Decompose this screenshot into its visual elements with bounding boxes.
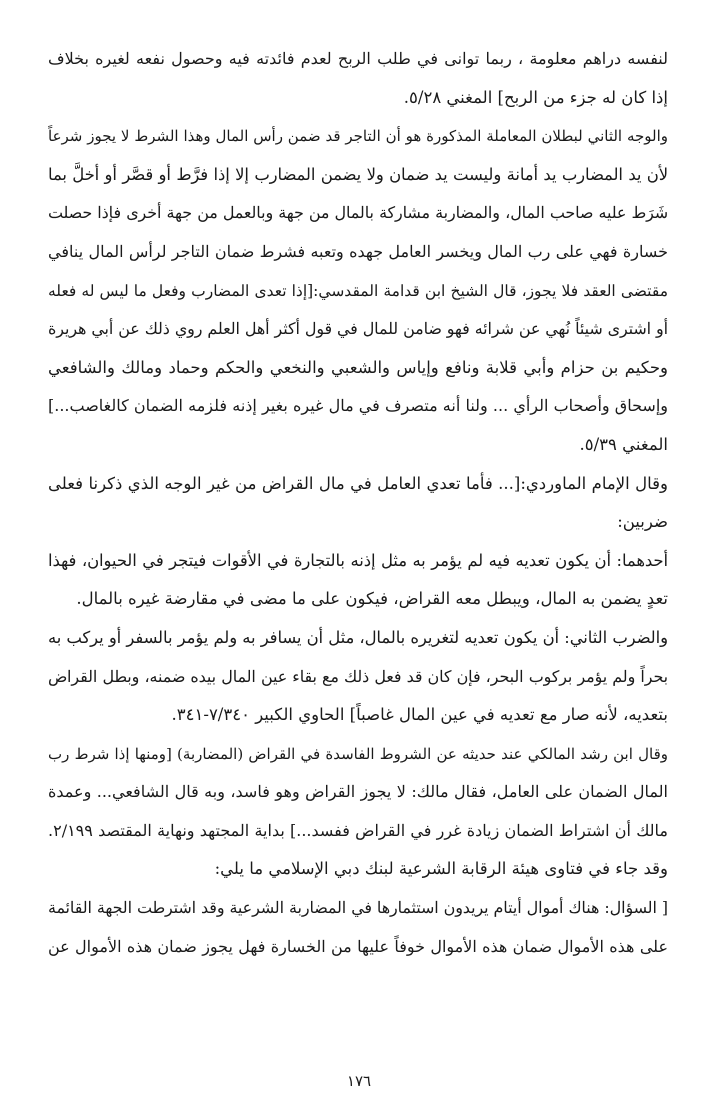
- text-line-8: أو اشترى شيئاً نُهي عن شرائه فهو ضامن للمال في قول أكثر أهل العلم روي ذلك عن أبي هريرة: [48, 319, 668, 339]
- document-body: [48, 40, 668, 966]
- text-line-14: أحدهما: أن يكون تعديه فيه لم يؤمر به مثل إذنه بالتجارة في الأقوات فيتجر في الحيوان، فهذا: [48, 550, 668, 570]
- text-line-5: شَرَط عليه صاحب المال، والمضاربة مشاركة بالمال من جهة وبالعمل من جهة أخرى فإذا حصلت: [48, 203, 668, 223]
- text-line-24: على هذه الأموال ضمان هذه الأموال خوفاً عليها من الخسارة فهل يجوز ضمان هذه الأموال عن: [48, 936, 668, 956]
- text-line-4: لأن يد المضارب يد أمانة وليست يد ضمان ولا يضمن المضارب إلا إذا فرَّط أو قصَّر أو أخلَّ بما: [48, 164, 668, 184]
- text-line-20: المال الضمان على العامل، فقال مالك: لا يجوز القراض وهو فاسد، وبه قال الشافعي... وعمدة: [48, 782, 668, 802]
- text-line-2: إذا كان له جزء من الربح] المغني ٥/٢٨.: [403, 87, 668, 107]
- text-line-11: المغني ٥/٣٩.: [579, 434, 668, 454]
- text-line-22: وقد جاء في فتاوى هيئة الرقابة الشرعية لبنك دبي الإسلامي ما يلي:: [214, 859, 668, 879]
- text-line-17: بحراً ولم يؤمر بركوب البحر، فإن كان قد فعل ذلك مع بقاء عين المال بيده ضمنه، وبطل القراض: [48, 666, 668, 686]
- text-line-18: بتعديه، لأنه صار مع تعديه في عين المال غاصباً] الحاوي الكبير ٧/٣٤٠-٣٤١.: [171, 705, 668, 725]
- text-line-15: تعدٍ يضمن به المال، ويبطل معه القراض، فيكون على ما مضى في مقارضة غيره بالمال.: [76, 589, 668, 609]
- text-line-6: خسارة فهي على رب المال ويخسر العامل جهده وتعبه فشرط ضمان التاجر لرأس المال ينافي: [48, 241, 668, 261]
- text-line-23: [ السؤال: هناك أموال أيتام يريدون استثمارها في المضاربة الشرعية وقد اشترطت الجهة القائمة: [48, 898, 668, 918]
- text-line-13: ضربين:: [617, 512, 668, 532]
- text-line-12: وقال الإمام الماوردي:[... فأما تعدي العامل في مال القراض من غير الوجه الذي ذكرنا فعلى: [48, 473, 668, 493]
- page-number: ١٧٦: [346, 1072, 372, 1090]
- text-line-7: مقتضى العقد فلا يجوز، قال الشيخ ابن قدامة المقدسي:[إذا تعدى المضارب وفعل ما ليس له فعله: [48, 281, 668, 300]
- text-line-21: مالك أن اشتراط الضمان زيادة غرر في القراض ففسد...] بداية المجتهد ونهاية المقتصد ٢/١٩٩.: [48, 820, 668, 840]
- text-line-19: وقال ابن رشد المالكي عند حديثه عن الشروط الفاسدة في القراض (المضاربة) [ومنها إذا شرط رب: [48, 744, 668, 763]
- text-line-10: وإسحاق وأصحاب الرأي ... ولنا أنه متصرف في مال غيره بغير إذنه فلزمه الضمان كالغاصب...]: [48, 396, 668, 416]
- text-line-1: لنفسه دراهم معلومة ، ربما توانى في طلب الربح لعدم فائدته فيه وحصول نفعه لغيره بخلاف: [48, 49, 668, 68]
- text-line-16: والضرب الثاني: أن يكون تعديه لتغريره بالمال، مثل أن يسافر به ولم يؤمر بالسفر أو يركب به: [48, 627, 668, 647]
- text-line-9: وحكيم بن حزام وأبي قلابة ونافع وإياس والشعبي والنخعي والحكم وحماد ومالك والشافعي: [48, 357, 668, 377]
- text-line-3: والوجه الثاني لبطلان المعاملة المذكورة هو أن التاجر قد ضمن رأس المال وهذا الشرط لا يجوز شرعاً: [48, 127, 668, 146]
